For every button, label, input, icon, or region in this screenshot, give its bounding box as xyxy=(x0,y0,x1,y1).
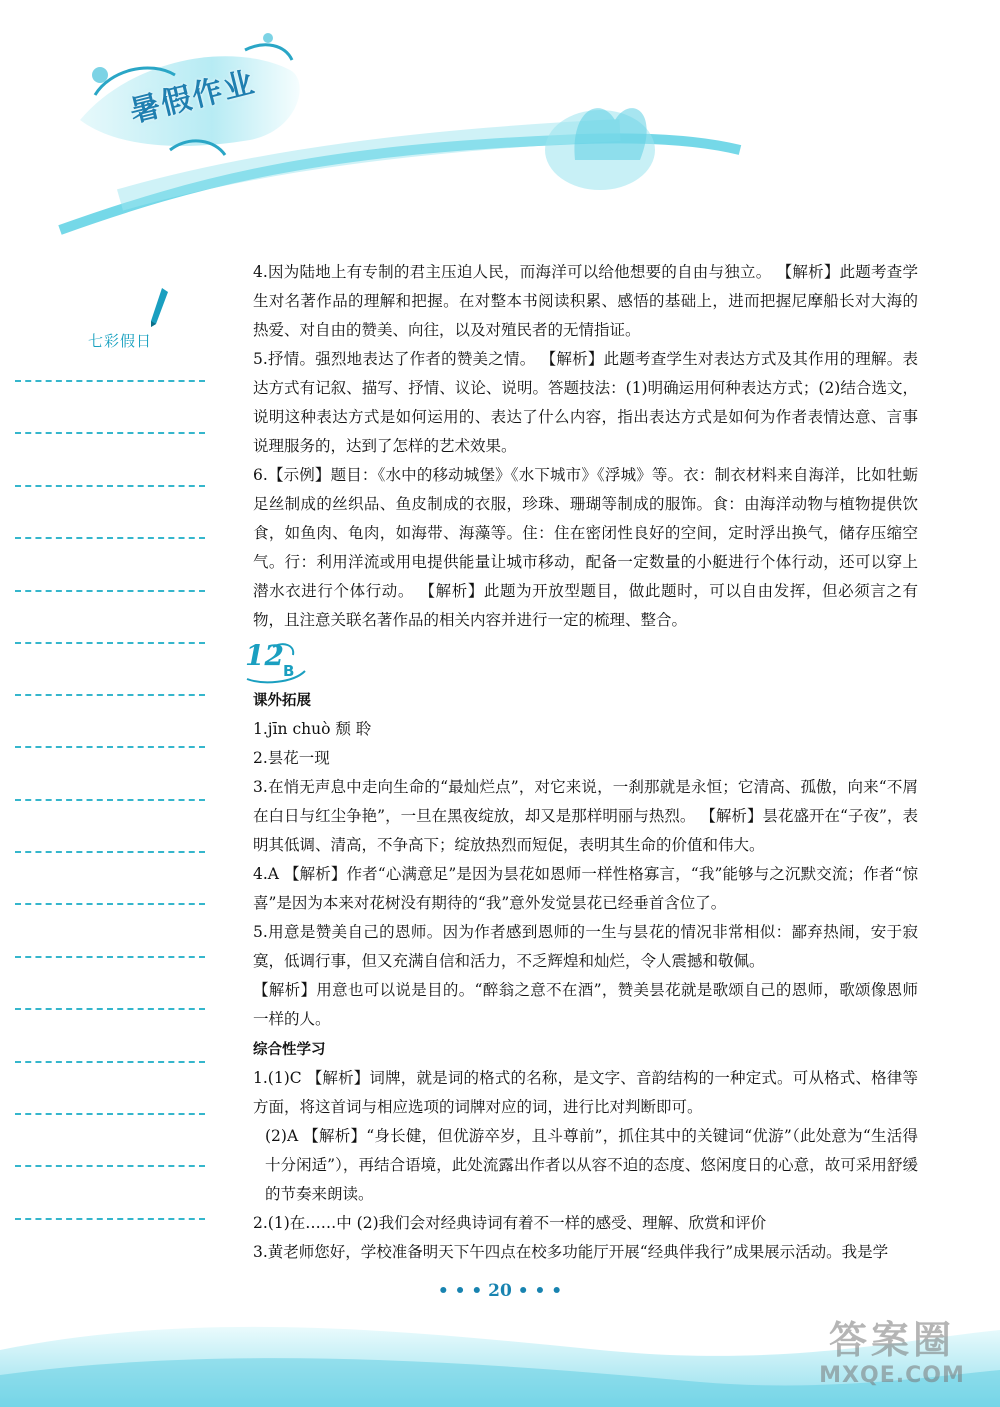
note-line xyxy=(15,432,205,434)
note-line xyxy=(15,380,205,382)
note-line xyxy=(15,903,205,905)
note-line xyxy=(15,590,205,592)
banner-title: 暑假作业 xyxy=(126,64,260,130)
watermark-url: MXQE.COM xyxy=(819,1363,965,1388)
note-line xyxy=(15,956,205,958)
note-line xyxy=(15,851,205,853)
note-line xyxy=(15,746,205,748)
note-line xyxy=(15,1165,205,1167)
answer-item: 5.抒情。强烈地表达了作者的赞美之情。 【解析】此题考查学生对表达方式及其作用的理解。表达方式有记叙、描写、抒情、议论、说明。答题技法：(1)明确运用何种表达方式；(2)结合选文，说明这种表达方式是如何运用的、表达了什么内容，指出表达方式是如何为作者表情达意、言事说理服务的，达到了怎样的艺术效果。 xyxy=(253,350,918,455)
note-line xyxy=(15,485,205,487)
answer-item: 3.黄老师您好，学校准备明天下午四点在校多功能厅开展“经典伴我行”成果展示活动。我是学 xyxy=(253,1243,889,1261)
answer-content xyxy=(245,258,918,1267)
answer-item: 4.因为陆地上有专制的君主压迫人民，而海洋可以给他想要的自由与独立。 【解析】此题考查学生对名著作品的理解和把握。在对整本书阅读积累、感悟的基础上，进而把握尼摩船长对大海的热爱、对自由的赞美、向往，以及对殖民者的无情指证。 xyxy=(253,263,918,339)
watermark xyxy=(802,1318,982,1400)
section-heading-comprehensive: 综合性学习 xyxy=(253,1042,326,1058)
lesson-badge xyxy=(243,641,323,685)
watermark-logo: 答案圈 xyxy=(828,1318,955,1362)
note-line xyxy=(15,799,205,801)
note-line xyxy=(15,1113,205,1115)
note-line xyxy=(15,1061,205,1063)
note-line xyxy=(15,642,205,644)
lesson-number: 12 xyxy=(245,639,284,672)
answer-item: 2.昙花一现 xyxy=(253,749,330,767)
note-line xyxy=(15,1218,205,1220)
note-line xyxy=(15,694,205,696)
lesson-part: B xyxy=(283,662,295,680)
answer-item: 4.A 【解析】作者“心满意足”是因为昙花如恩师一样性格寡言，“我”能够与之沉默交流；作者“惊喜”是因为本来对花树没有期待的“我”意外发觉昙花已经垂首含位了。 xyxy=(253,865,918,912)
answer-item: 1.jīn chuò 颓 聆 xyxy=(253,720,372,738)
pencil-icon xyxy=(148,286,172,330)
section-heading-extension: 课外拓展 xyxy=(253,693,311,709)
answer-item: 2.(1)在……中 (2)我们会对经典诗词有着不一样的感受、理解、欣赏和评价 xyxy=(253,1214,767,1232)
page-number: • • • 20 • • • xyxy=(437,1281,563,1301)
sidebar-label: 七彩假日 xyxy=(88,332,153,350)
note-line xyxy=(15,1008,205,1010)
answer-item: 6.【示例】题目：《水中的移动城堡》《水下城市》《浮城》等。衣：制衣材料来自海洋，比如牡蛎足丝制成的丝织品、鱼皮制成的衣服，珍珠、珊瑚等制成的服饰。食：由海洋动物与植物提供饮食，如鱼肉、龟肉，如海带、海藻等。住：住在密闭性良好的空间，定时浮出换气，储存压缩空气。行：利用洋流或用电提供能量让城市移动，配备一定数量的小艇进行个体行动，还可以穿上潜水衣进行个体行动。 【解析】此题为开放型题目，做此题时，可以自由发挥，但必须言之有物，且注意关联名著作品的相关内容并进行一定的梳理、整合。 xyxy=(253,466,918,629)
answer-item: (2)A 【解析】“身长健，但优游卒岁，且斗尊前”，抓住其中的关键词“优游”（此处意为“生活得十分闲适”），再结合语境，此处流露出作者以从容不迫的态度、悠闲度日的心意，故可采用舒缓的节奏来朗读。 xyxy=(265,1127,918,1203)
answer-item: 5.用意是赞美自己的恩师。因为作者感到恩师的一生与昙花的情况非常相似：鄙弃热闹，安于寂寞，低调行事，但又充满自信和活力，不乏辉煌和灿烂，令人震撼和敬佩。 xyxy=(253,923,918,970)
note-line xyxy=(15,537,205,539)
answer-item: 【解析】用意也可以说是目的。“醉翁之意不在酒”，赞美昙花就是歌颂自己的恩师，歌颂像恩师一样的人。 xyxy=(253,981,918,1028)
answer-item: 3.在悄无声息中走向生命的“最灿烂点”，对它来说，一刹那就是永恒；它清高、孤傲，向来“不屑在白日与红尘争艳”，一旦在黑夜绽放，却又是那样明丽与热烈。 【解析】昙花盛开在“子夜”，表明其低调、清高，不争高下；绽放热烈而短促，表明其生命的价值和伟大。 xyxy=(253,778,918,854)
answer-item: 1.(1)C 【解析】词牌，就是词的格式的名称，是文字、音韵结构的一种定式。可从格式、格律等方面，将这首词与相应选项的词牌对应的词，进行比对判断即可。 xyxy=(253,1069,918,1116)
